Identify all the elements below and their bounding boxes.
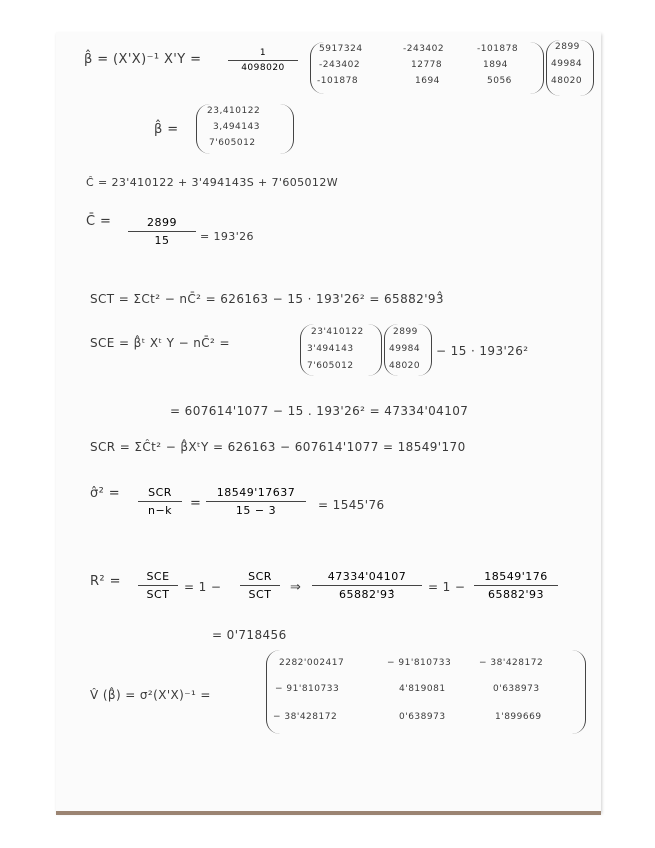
- sce-line2: = 607614'1077 − 15 . 193'26² = 47334'04107: [170, 404, 469, 418]
- r2-num2: SCR: [248, 570, 272, 583]
- vector-cell: 49984: [551, 59, 583, 69]
- vector-cell: 2899: [393, 327, 418, 337]
- beta-fraction: [228, 48, 298, 73]
- r2-fraction-1: [138, 570, 178, 601]
- sce-beta-vector: [300, 324, 382, 376]
- r2-num4: 18549'176: [484, 570, 548, 583]
- matrix-cell: 1'899669: [495, 712, 542, 722]
- v-beta-matrix: [266, 650, 586, 734]
- xty-vector: [546, 40, 594, 96]
- sigma-result: = 1545'76: [318, 498, 385, 512]
- c-bar-fraction: [128, 216, 196, 247]
- matrix-cell: − 91'810733: [387, 658, 452, 668]
- sigma-num2: 18549'17637: [216, 486, 296, 499]
- sce-xty-vector: [384, 324, 432, 376]
- matrix-cell: − 38'428172: [479, 658, 544, 668]
- c-hat-equation: Ĉ = 23'410122 + 3'494143S + 7'605012W: [86, 176, 339, 189]
- matrix-cell: 1694: [415, 76, 440, 86]
- r2-fraction-2: [240, 570, 280, 601]
- matrix-cell: 2282'002417: [279, 658, 345, 668]
- r2-mid2: = 1 −: [428, 580, 466, 594]
- matrix-cell: 12778: [411, 60, 443, 70]
- matrix-cell: − 91'810733: [275, 684, 340, 694]
- r2-num1: SCE: [146, 570, 170, 583]
- scr-equation: SCR = ΣĈt² − β̂XᵗY = 626163 − 607614'1077 = 18549'170: [90, 440, 466, 454]
- vector-cell: 7'605012: [209, 138, 256, 148]
- matrix-cell: 1894: [483, 60, 508, 70]
- r2-arrow: ⇒: [290, 580, 302, 595]
- matrix-cell: -243402: [319, 60, 361, 70]
- r2-lhs: R² =: [90, 574, 121, 589]
- sigma-num1: SCR: [148, 486, 172, 499]
- sce-lhs: SCE = β̂ᵗ Xᵗ Y − nC̄² =: [90, 336, 230, 350]
- sigma-den1: n−k: [147, 504, 173, 517]
- sigma-equals: =: [190, 496, 202, 511]
- c-bar-denominator: 15: [154, 234, 170, 247]
- matrix-cell: -101878: [317, 76, 359, 86]
- r2-den4: 65882'93: [487, 588, 544, 601]
- sct-equation: SCT = ΣCt² − nC̄² = 626163 − 15 · 193'26² = 65882'93̂: [90, 292, 444, 306]
- matrix-cell: 5917324: [319, 44, 363, 54]
- vector-cell: 48020: [389, 361, 421, 371]
- r2-result: = 0'718456: [212, 628, 287, 642]
- matrix-cell: 0'638973: [399, 712, 446, 722]
- vector-cell: 23,410122: [207, 106, 261, 116]
- sigma-fraction-2: [206, 486, 306, 517]
- beta-result-vector: [196, 104, 294, 154]
- c-bar-result: = 193'26: [200, 230, 254, 243]
- beta-equation-lhs: β̂ = (X'X)⁻¹ X'Y =: [84, 52, 202, 67]
- r2-fraction-4: [474, 570, 558, 601]
- r2-mid1: = 1 −: [184, 580, 222, 594]
- vector-cell: 48020: [551, 76, 583, 86]
- beta-result-lhs: β̂ =: [154, 122, 179, 137]
- sigma-den2: 15 − 3: [235, 504, 277, 517]
- r2-den1: SCT: [146, 588, 170, 601]
- vector-cell: 2899: [555, 42, 580, 52]
- r2-num3: 47334'04107: [327, 570, 407, 583]
- matrix-cell: − 38'428172: [273, 712, 338, 722]
- xtx-inverse-matrix: [310, 42, 544, 94]
- vector-cell: 7'605012: [307, 361, 354, 371]
- sigma-fraction-1: [138, 486, 182, 517]
- matrix-cell: 5056: [487, 76, 512, 86]
- r2-fraction-3: [312, 570, 422, 601]
- vector-cell: 3,494143: [213, 122, 260, 132]
- v-beta-lhs: V̂ (β̂) = σ²(X'X)⁻¹ =: [90, 688, 211, 702]
- matrix-cell: 0'638973: [493, 684, 540, 694]
- r2-den2: SCT: [248, 588, 272, 601]
- matrix-cell: -243402: [403, 44, 445, 54]
- beta-fraction-denominator: 4098020: [241, 63, 285, 73]
- vector-cell: 23'410122: [311, 327, 364, 337]
- matrix-cell: -101878: [477, 44, 519, 54]
- c-bar-lhs: C̄ =: [86, 214, 112, 229]
- sigma-lhs: σ̂² =: [90, 486, 121, 501]
- c-bar-numerator: 2899: [147, 216, 177, 229]
- r2-den3: 65882'93̂: [338, 588, 395, 601]
- sce-rhs: − 15 · 193'26²: [436, 344, 529, 358]
- vector-cell: 49984: [389, 344, 421, 354]
- beta-fraction-numerator: 1: [259, 48, 267, 58]
- vector-cell: 3'494143: [307, 344, 354, 354]
- matrix-cell: 4'819081: [399, 684, 446, 694]
